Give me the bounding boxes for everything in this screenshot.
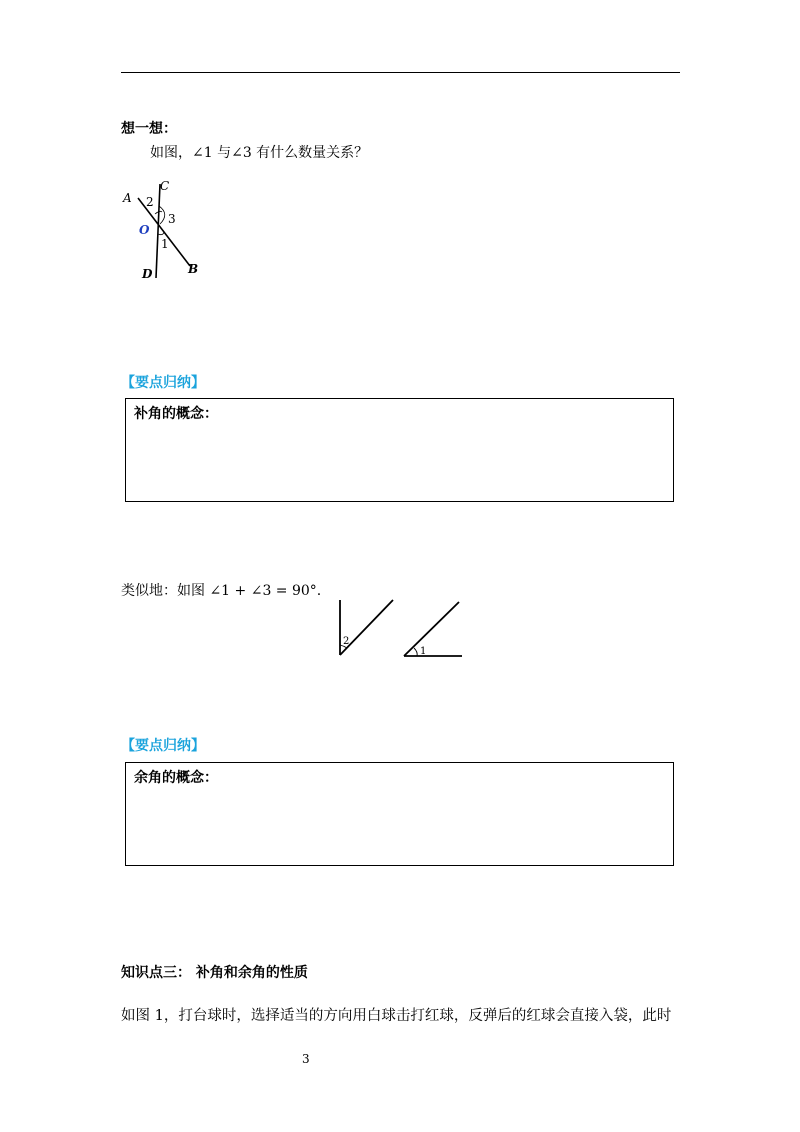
angle1-label: 1 [420,646,427,657]
think-question: 如图，∠1 与∠3 有什么数量关系？ [150,145,369,161]
think-heading: 想一想： [121,121,177,137]
summary2-tag: 【要点归纳】 [121,738,205,754]
angle-1-label: 1 [161,237,169,251]
angle1-slanted-ray [404,602,459,656]
page-number: 3 [302,1052,310,1066]
label-a: A [123,191,132,205]
intersecting-lines-figure [118,178,218,288]
angle-3-arc [159,206,165,224]
label-d: D [142,267,153,281]
header-rule [121,72,680,73]
label-c: C [160,179,170,193]
complementary-angle-box [125,762,674,866]
supplementary-angle-title: 补角的概念： [134,406,218,422]
angle-2-label: 2 [146,195,154,209]
line-cd [156,184,160,278]
label-o: O [139,223,150,237]
label-b: B [188,262,199,276]
complementary-angle-title: 余角的概念： [134,770,218,786]
similar-text: 类似地：如图 ∠1 + ∠3 = 90°. [121,583,322,599]
knowledge3-heading: 知识点三： 补角和余角的性质 [121,965,308,981]
angle2-label: 2 [343,636,350,647]
complementary-angles-figure [334,598,474,668]
angle-1-arc [158,232,164,235]
knowledge3-paragraph: 如图 1，打台球时，选择适当的方向用白球击打红球，反弹后的红球会直接入袋，此时 [121,1008,672,1024]
summary1-tag: 【要点归纳】 [121,375,205,391]
angle-3-label: 3 [168,212,176,226]
supplementary-angle-box [125,398,674,502]
angle1-arc [414,648,417,656]
